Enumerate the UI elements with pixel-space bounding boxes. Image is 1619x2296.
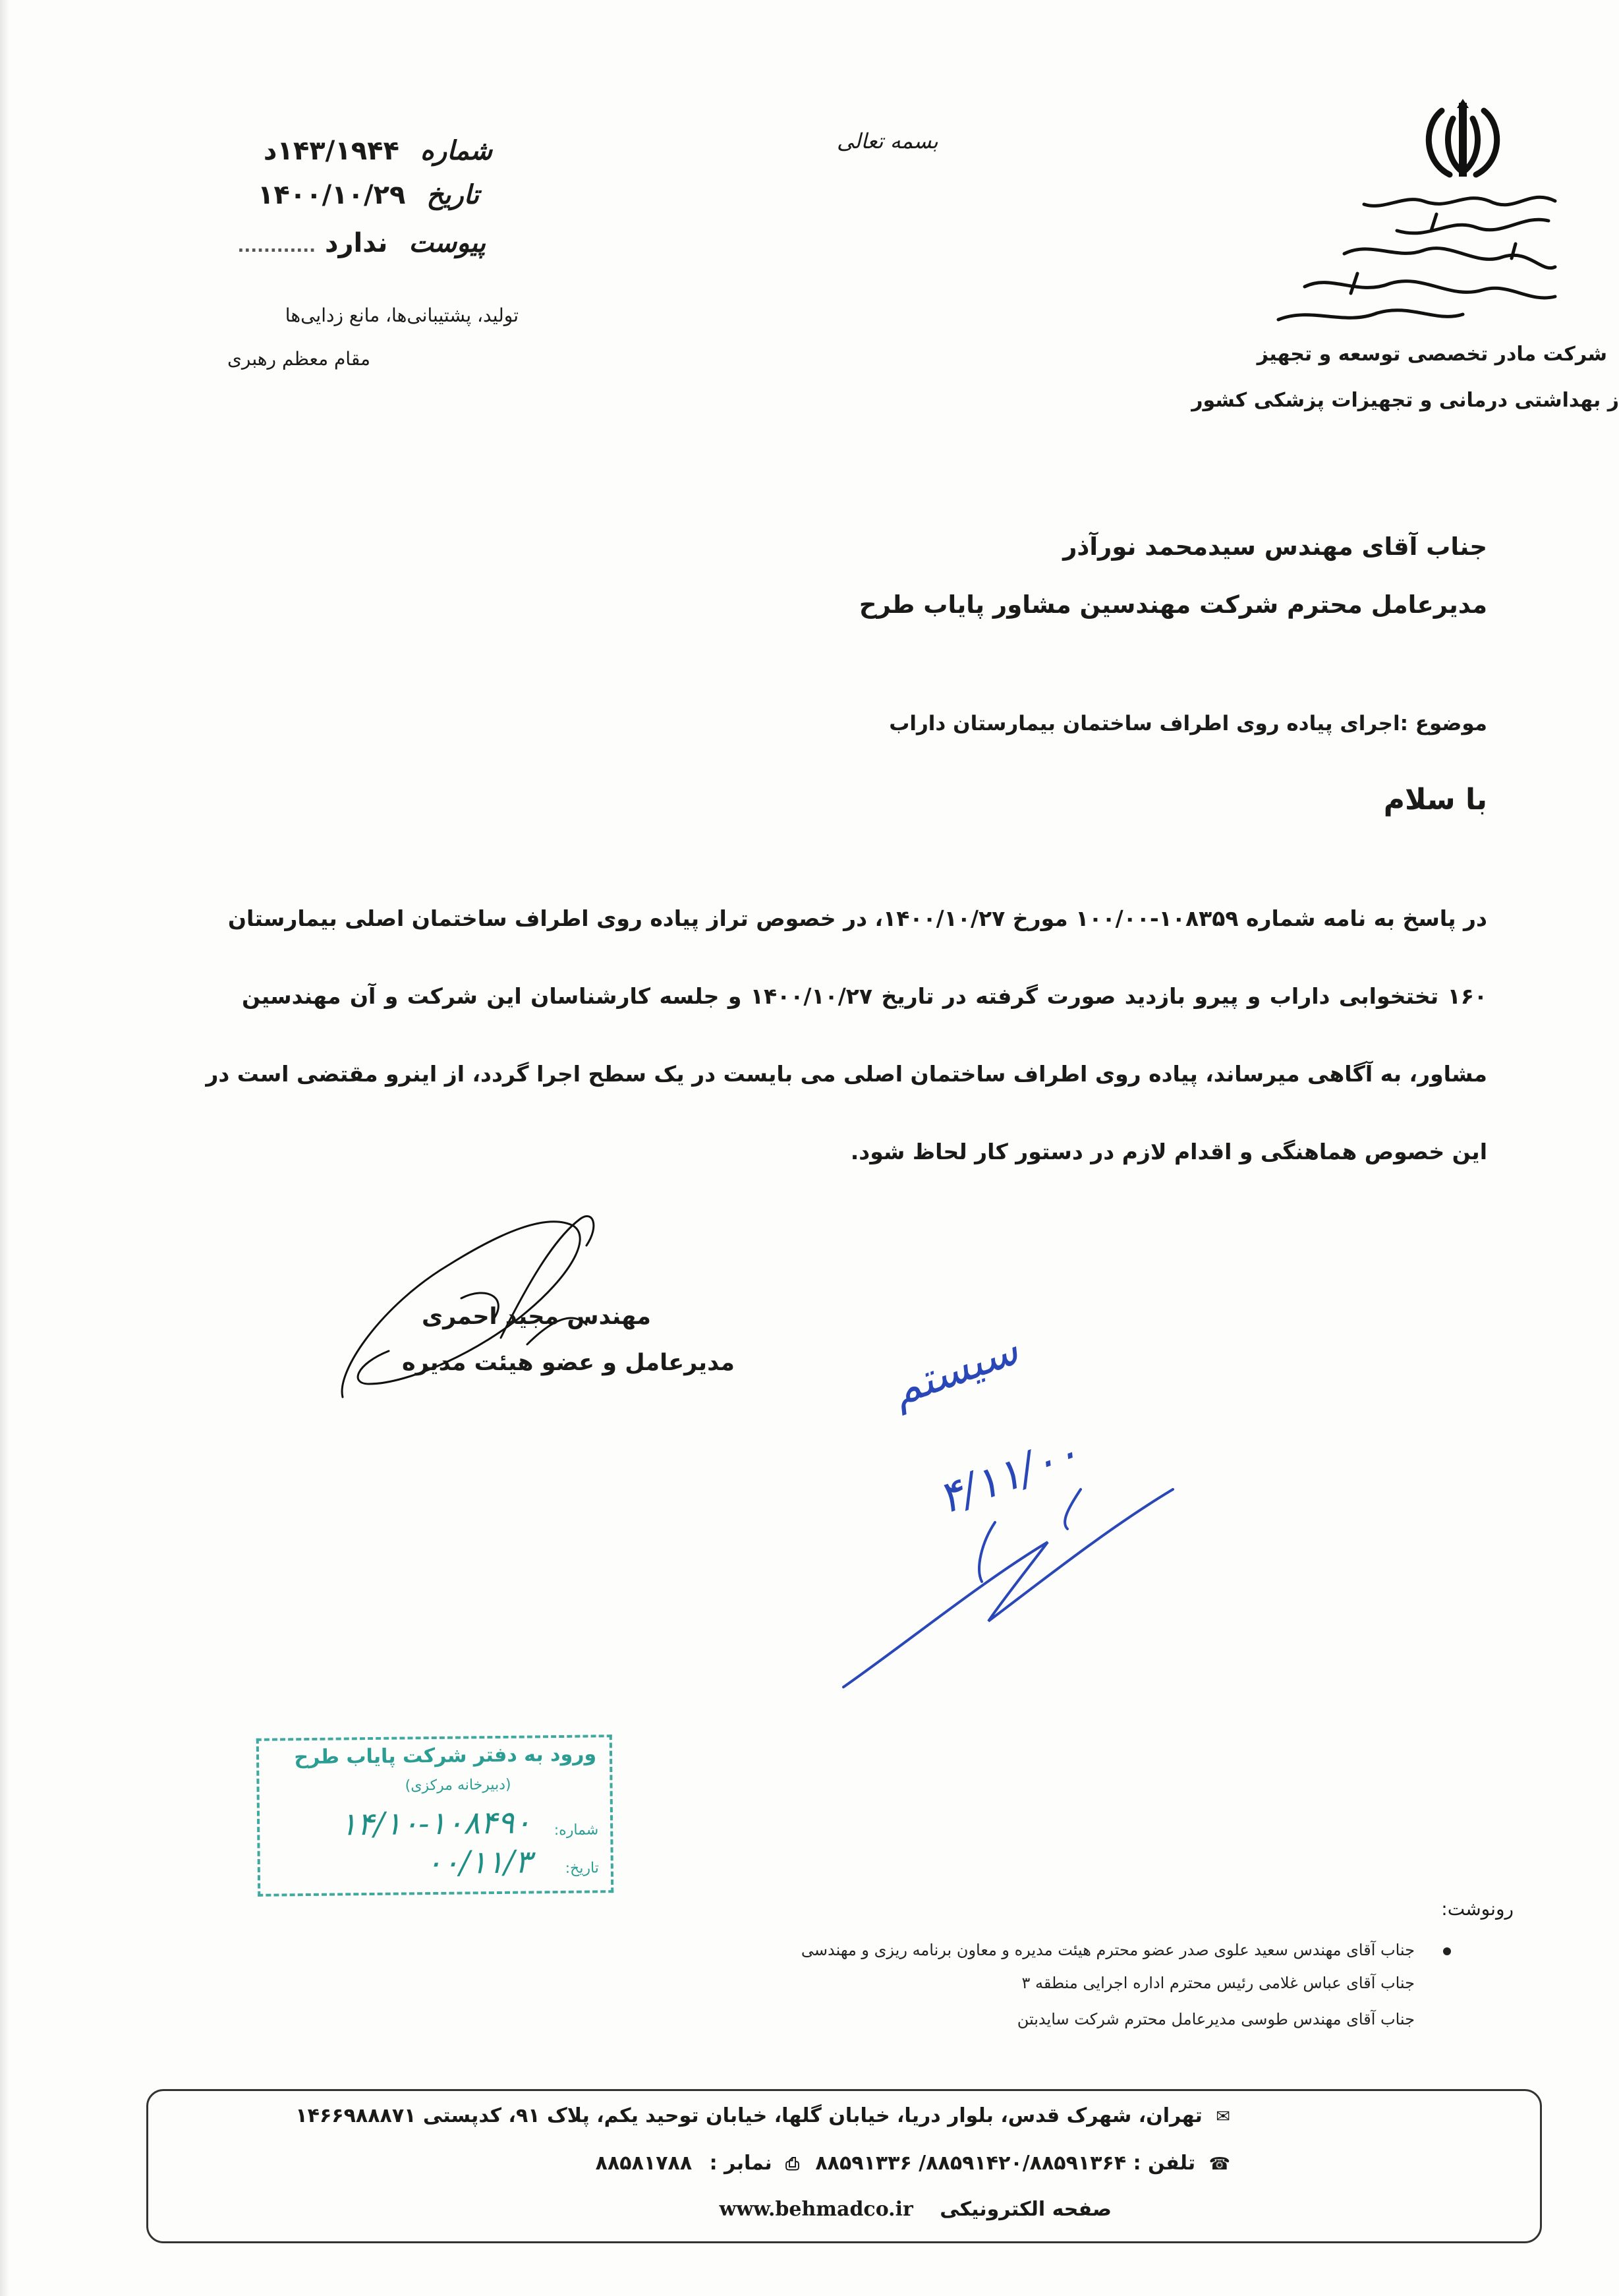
stamp-number-label: شماره:: [554, 1822, 599, 1839]
cc-item: جناب آقای مهندس طوسی مدیرعامل محترم شرکت سایدبتن: [1017, 2010, 1415, 2028]
cc-title: رونوشت:: [1441, 1898, 1514, 1920]
org-name-line-1: شرکت مادر تخصصی توسعه و تجهیز: [1257, 343, 1607, 366]
greeting: با سلام: [1383, 783, 1487, 817]
org-name-line-2: ز بهداشتی درمانی و تجهیزات پزشکی کشور: [1191, 389, 1619, 412]
attachment-label: پیوست: [409, 227, 486, 258]
date-label: تاریخ: [426, 179, 479, 210]
letter-date-row: [258, 179, 479, 210]
addressee-title: مدیرعامل محترم شرکت مهندسین مشاور پایاب طرح: [859, 590, 1487, 619]
signatory-name: مهندس مجید احمری: [422, 1304, 651, 1330]
body-line: ۱۶۰ تختخوابی داراب و پیرو بازدید صورت گرفته در تاریخ ۱۴۰۰/۱۰/۲۷ و جلسه کارشناسان این شرکت و آن مهندسین: [242, 983, 1487, 1009]
letter-subject: موضوع :اجرای پیاده روی اطراف ساختمان بیمارستان داراب: [889, 712, 1487, 735]
fax-icon: ⎙: [785, 2154, 799, 2174]
body-line: در پاسخ به نامه شماره ۱۰۸۳۵۹-۱۰۰/۰۰ مورخ ۱۴۰۰/۱۰/۲۷، در خصوص تراز پیاده روی اطراف ساختمان اصلی بیمارستان: [227, 905, 1487, 931]
footer-web-row: [720, 2198, 1112, 2221]
handwritten-date: ۴/۱۱/۰۰: [931, 1426, 1087, 1524]
stamp-number-value: ۱۴/۱۰-۱۰۸۴۹۰: [339, 1804, 532, 1843]
stamp-date-label: تاریخ:: [565, 1860, 599, 1877]
attachment-dots: ............: [237, 237, 316, 256]
motto-line-2: مقام معظم رهبری: [227, 348, 370, 370]
footer-web-link[interactable]: www.behmadco.ir: [719, 2198, 913, 2221]
footer-phone-label: تلفن :: [1133, 2152, 1196, 2175]
signature-scribble: [329, 1186, 633, 1410]
iran-emblem-icon: [1404, 99, 1522, 185]
footer-box: [146, 2089, 1542, 2243]
letter-body: [206, 880, 1487, 1191]
cc-bullet: [1443, 1947, 1451, 1955]
letter-attachment-row: [238, 227, 486, 258]
body-line: مشاور، به آگاهی میرساند، پیاده روی اطراف ساختمان اصلی می بایست در یک سطح اجرا گردد، از اینرو مقتضی است در: [206, 1061, 1487, 1087]
scan-edge: [0, 0, 9, 2296]
phone-icon: ☎: [1208, 2154, 1230, 2174]
footer-web-label: صفحه الکترونیکی: [940, 2198, 1112, 2221]
date-value: ۱۴۰۰/۱۰/۲۹: [257, 180, 406, 210]
handwritten-note: سیستم: [884, 1323, 1025, 1416]
bismillah: بسمه تعالی: [837, 129, 938, 154]
addressee-name: جناب آقای مهندس سیدمحمد نورآذر: [1063, 532, 1487, 561]
attachment-value: ندارد: [325, 228, 388, 258]
signatory-title: مدیرعامل و عضو هیئت مدیره: [402, 1350, 735, 1376]
footer-contact-row: [596, 2152, 1230, 2175]
stamp-title: ورود به دفتر شرکت پایاب طرح: [294, 1742, 597, 1769]
letter-number-row: [264, 135, 492, 166]
number-value: ۱۴۳/۱۹۴۴د: [263, 136, 399, 166]
number-label: شماره: [420, 135, 492, 166]
footer-fax-label: نمابر :: [709, 2152, 772, 2175]
footer-address-row: [295, 2104, 1230, 2127]
cc-item: جناب آقای مهندس سعید علوی صدر عضو محترم هیئت مدیره و معاون برنامه ریزی و مهندسی: [801, 1941, 1415, 1959]
cc-item: جناب آقای عباس غلامی رئیس محترم اداره اجرایی منطقه ۳: [1021, 1974, 1415, 1992]
footer-fax-value: ۸۸۵۸۱۷۸۸: [595, 2152, 693, 2175]
footer-address: تهران، شهرک قدس، بلوار دریا، خیابان گلها، خیابان توحید یکم، پلاک ۹۱، کدپستی ۱۴۶۶۹۸۸۸۷۱: [295, 2104, 1203, 2127]
footer-phone-value: ۸۸۵۹۱۴۲۰/۸۸۵۹۱۳۶۴/ ۸۸۵۹۱۳۳۶: [815, 2152, 1127, 2175]
stamp-subtitle: (دبیرخانه مرکزی): [405, 1776, 511, 1794]
motto-line-1: تولید، پشتیبانی‌ها، مانع زدایی‌ها: [285, 304, 519, 326]
body-line: این خصوص هماهنگی و اقدام لازم در دستور کار لحاظ شود.: [850, 1139, 1487, 1164]
receipt-stamp: [256, 1735, 613, 1897]
envelope-icon: ✉: [1216, 2107, 1230, 2127]
stamp-date-value: ۰۰/۱۱/۳: [425, 1843, 532, 1882]
ministry-calligraphy: [1265, 175, 1568, 333]
